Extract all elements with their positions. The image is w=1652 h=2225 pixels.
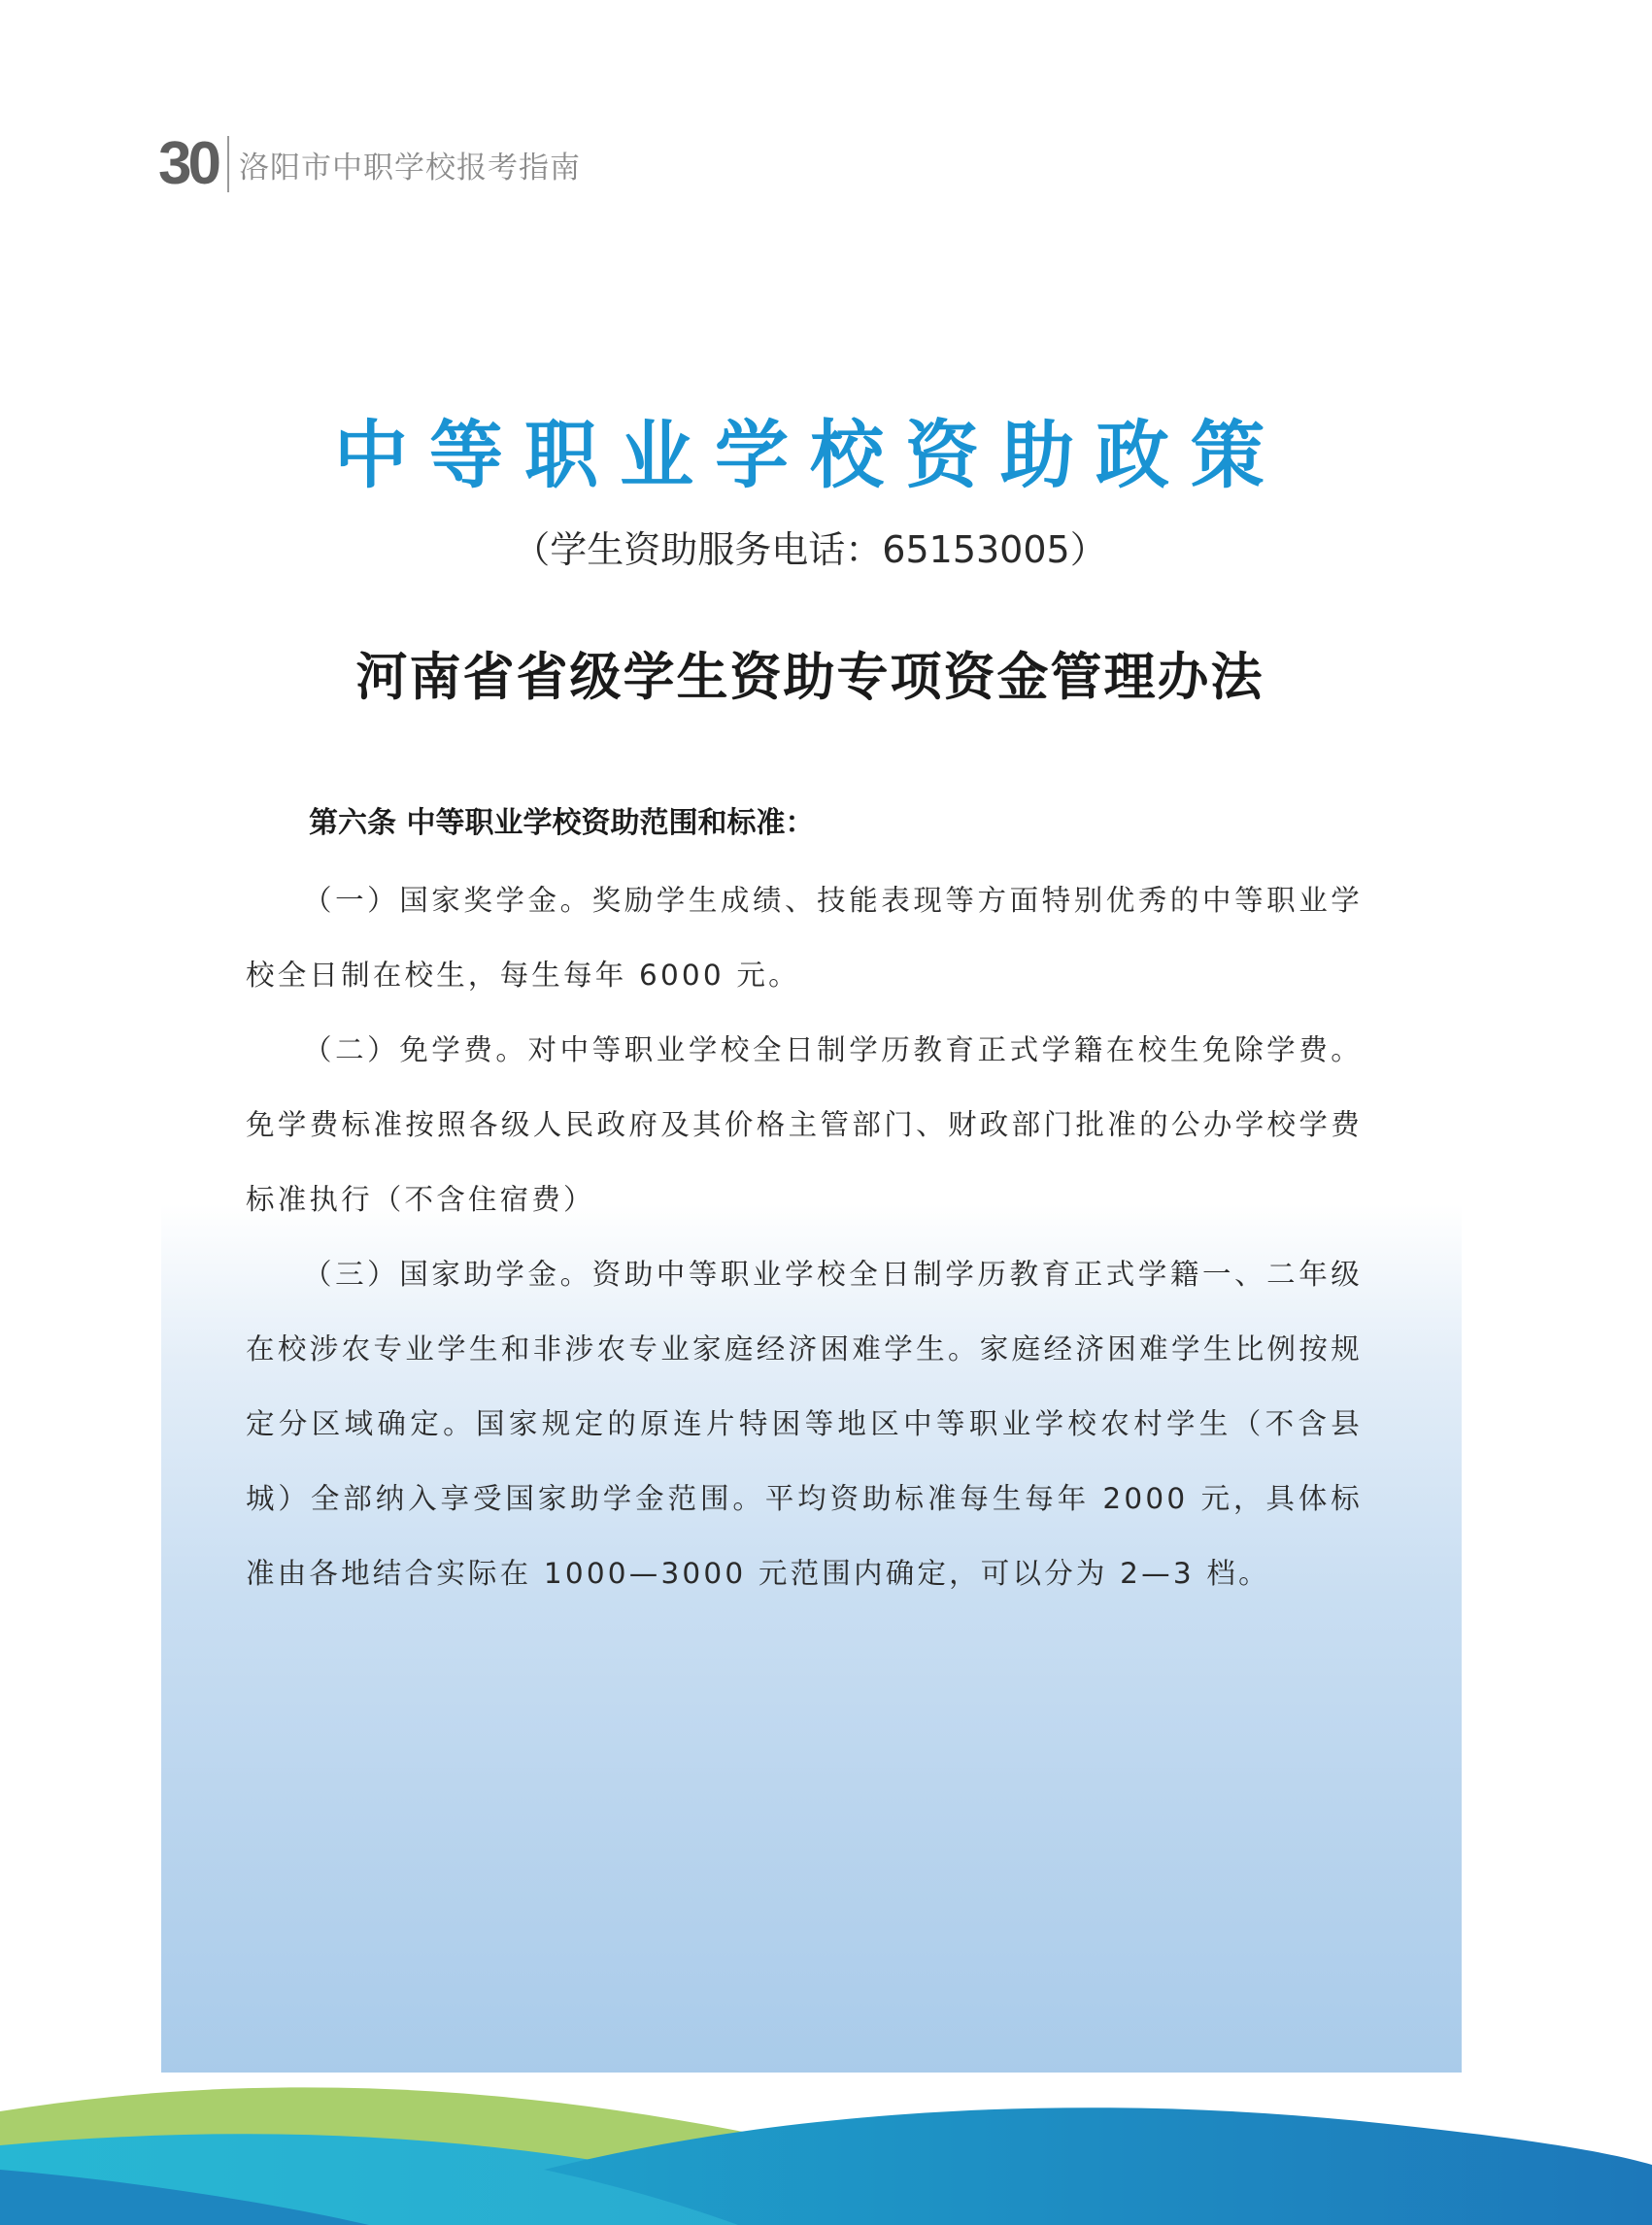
page-header [158, 130, 581, 198]
section-title: 河南省省级学生资助专项资金管理办法 [355, 647, 1264, 707]
header-title: 洛阳市中职学校报考指南 [238, 150, 581, 185]
footer-waves [0, 2073, 1652, 2225]
header-divider [227, 136, 229, 192]
article-heading: 第六条 中等职业学校资助范围和标准： [309, 806, 815, 840]
paragraph-national-grant: （三）国家助学金。资助中等职业学校全日制学历教育正式学籍一、二年级在校涉农专业学生和非涉农专业家庭经济困难学生。家庭经济困难学生比例按规定分区域确定。国家规定的原连片特困等地区中等职业学校农村学生（不含县城）全部纳入享受国家助学金范围。平均资助标准每生每年 2000 元，具体标准由各地结合实际在 1000—3000 元范围内确定，可以分为 2—3 档。 [246, 1258, 1363, 1590]
article-body [246, 863, 1363, 1611]
page-number: 30 [158, 130, 218, 197]
paragraph-national-scholarship: （一）国家奖学金。奖励学生成绩、技能表现等方面特别优秀的中等职业学校全日制在校生，每生每年 6000 元。 [246, 884, 1363, 992]
wave-blue-right [544, 2107, 1652, 2225]
service-phone-line: （学生资助服务电话：65153005） [513, 528, 1107, 571]
paragraph-tuition-exemption: （二）免学费。对中等职业学校全日制学历教育正式学籍在校生免除学费。免学费标准按照各级人民政府及其价格主管部门、财政部门批准的公办学校学费标准执行（不含住宿费） [246, 1033, 1363, 1216]
main-title: 中等职业学校资助政策 [334, 412, 1286, 498]
